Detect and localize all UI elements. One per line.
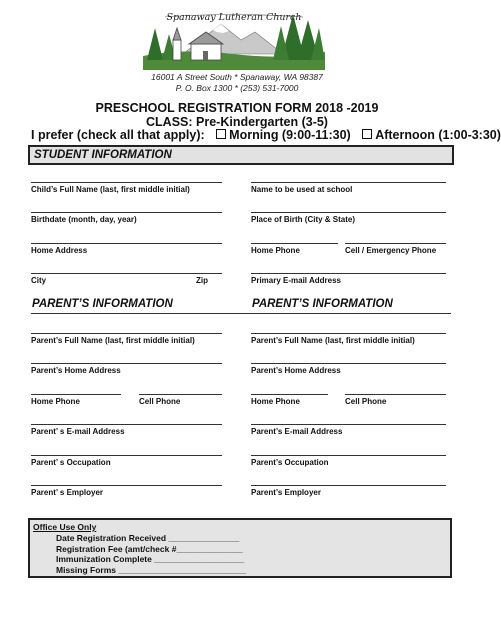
form-title: PRESCHOOL REGISTRATION FORM 2018 -2019 bbox=[95, 101, 379, 115]
class-line: CLASS: Pre-Kindergarten (3-5) bbox=[146, 115, 328, 129]
parent1-email-field[interactable] bbox=[31, 424, 222, 425]
address-line-2: P. O. Box 1300 * (253) 531-7000 bbox=[175, 83, 299, 93]
parent1-employer-field[interactable] bbox=[31, 485, 222, 486]
parent1-cell-phone-field[interactable] bbox=[139, 394, 222, 395]
registration-fee-row[interactable]: Registration Fee (amt/check #______________ bbox=[56, 543, 243, 554]
parent2-home-address-label: Parent’s Home Address bbox=[251, 366, 341, 375]
parent-info-heading-left: PARENT’S INFORMATION bbox=[32, 298, 173, 310]
primary-email-label: Primary E-mail Address bbox=[251, 276, 341, 285]
parent1-email-label: Parent’ s E-mail Address bbox=[31, 427, 125, 436]
parent-heading-underline bbox=[31, 313, 451, 314]
church-logo bbox=[143, 10, 325, 70]
parent1-home-address-field[interactable] bbox=[31, 363, 222, 364]
address-line-1: 16001 A Street South * Spanaway, WA 98387 bbox=[151, 72, 323, 82]
parent2-home-phone-label: Home Phone bbox=[251, 397, 300, 406]
birthdate-label: Birthdate (month, day, year) bbox=[31, 215, 137, 224]
parent2-full-name-field[interactable] bbox=[251, 333, 446, 334]
parent1-occupation-label: Parent’ s Occupation bbox=[31, 458, 111, 467]
birthdate-field[interactable] bbox=[31, 212, 222, 213]
home-address-field[interactable] bbox=[31, 243, 222, 244]
cell-phone-field[interactable] bbox=[345, 243, 446, 244]
home-phone-field[interactable] bbox=[251, 243, 338, 244]
parent1-cell-phone-label: Cell Phone bbox=[139, 397, 181, 406]
parent1-full-name-field[interactable] bbox=[31, 333, 222, 334]
parent2-employer-field[interactable] bbox=[251, 485, 446, 486]
primary-email-field[interactable] bbox=[251, 273, 446, 274]
parent1-full-name-label: Parent’s Full Name (last, first middle initial) bbox=[31, 336, 195, 345]
church-name: Spanaway Lutheran Church bbox=[166, 12, 302, 23]
morning-label: Morning (9:00-11:30) bbox=[229, 128, 351, 142]
child-full-name-field[interactable] bbox=[31, 182, 222, 183]
parent2-employer-label: Parent’s Employer bbox=[251, 488, 321, 497]
prefer-label: I prefer (check all that apply): bbox=[31, 128, 205, 142]
home-address-label: Home Address bbox=[31, 246, 88, 255]
child-full-name-label: Child’s Full Name (last, first middle initial) bbox=[31, 185, 190, 194]
city-label: City bbox=[31, 276, 47, 285]
cell-phone-label: Cell / Emergency Phone bbox=[345, 246, 437, 255]
parent2-full-name-label: Parent’s Full Name (last, first middle initial) bbox=[251, 336, 415, 345]
parent1-home-phone-label: Home Phone bbox=[31, 397, 80, 406]
morning-checkbox[interactable] bbox=[216, 129, 226, 139]
city-zip-field[interactable] bbox=[31, 273, 222, 274]
afternoon-label: Afternoon (1:00-3:30) bbox=[375, 128, 501, 142]
parent2-email-label: Parent’s E-mail Address bbox=[251, 427, 343, 436]
parent1-home-address-label: Parent’s Home Address bbox=[31, 366, 121, 375]
missing-forms-row[interactable]: Missing Forms ___________________________ bbox=[56, 564, 246, 575]
immunization-row[interactable]: Immunization Complete ___________________ bbox=[56, 554, 245, 564]
home-phone-label: Home Phone bbox=[251, 246, 300, 255]
office-use-box bbox=[28, 518, 452, 578]
date-received-row[interactable]: Date Registration Received _______________ bbox=[56, 533, 240, 543]
parent2-email-field[interactable] bbox=[251, 424, 446, 425]
student-info-heading: STUDENT INFORMATION bbox=[28, 145, 454, 165]
parent2-occupation-field[interactable] bbox=[251, 455, 446, 456]
zip-label: Zip bbox=[196, 276, 208, 285]
parent1-home-phone-field[interactable] bbox=[31, 394, 121, 395]
name-used-label: Name to be used at school bbox=[251, 185, 353, 194]
afternoon-checkbox[interactable] bbox=[362, 129, 372, 139]
parent2-home-phone-field[interactable] bbox=[251, 394, 328, 395]
parent-info-heading-right: PARENT’S INFORMATION bbox=[252, 298, 393, 310]
parent1-occupation-field[interactable] bbox=[31, 455, 222, 456]
name-used-field[interactable] bbox=[251, 182, 446, 183]
parent2-occupation-label: Parent’s Occupation bbox=[251, 458, 329, 467]
parent1-employer-label: Parent’ s Employer bbox=[31, 488, 104, 497]
parent2-cell-phone-label: Cell Phone bbox=[345, 397, 387, 406]
parent2-cell-phone-field[interactable] bbox=[345, 394, 446, 395]
office-use-heading: Office Use Only bbox=[33, 522, 97, 532]
birthplace-label: Place of Birth (City & State) bbox=[251, 215, 356, 224]
birthplace-field[interactable] bbox=[251, 212, 446, 213]
parent2-home-address-field[interactable] bbox=[251, 363, 446, 364]
session-preference bbox=[31, 128, 501, 142]
